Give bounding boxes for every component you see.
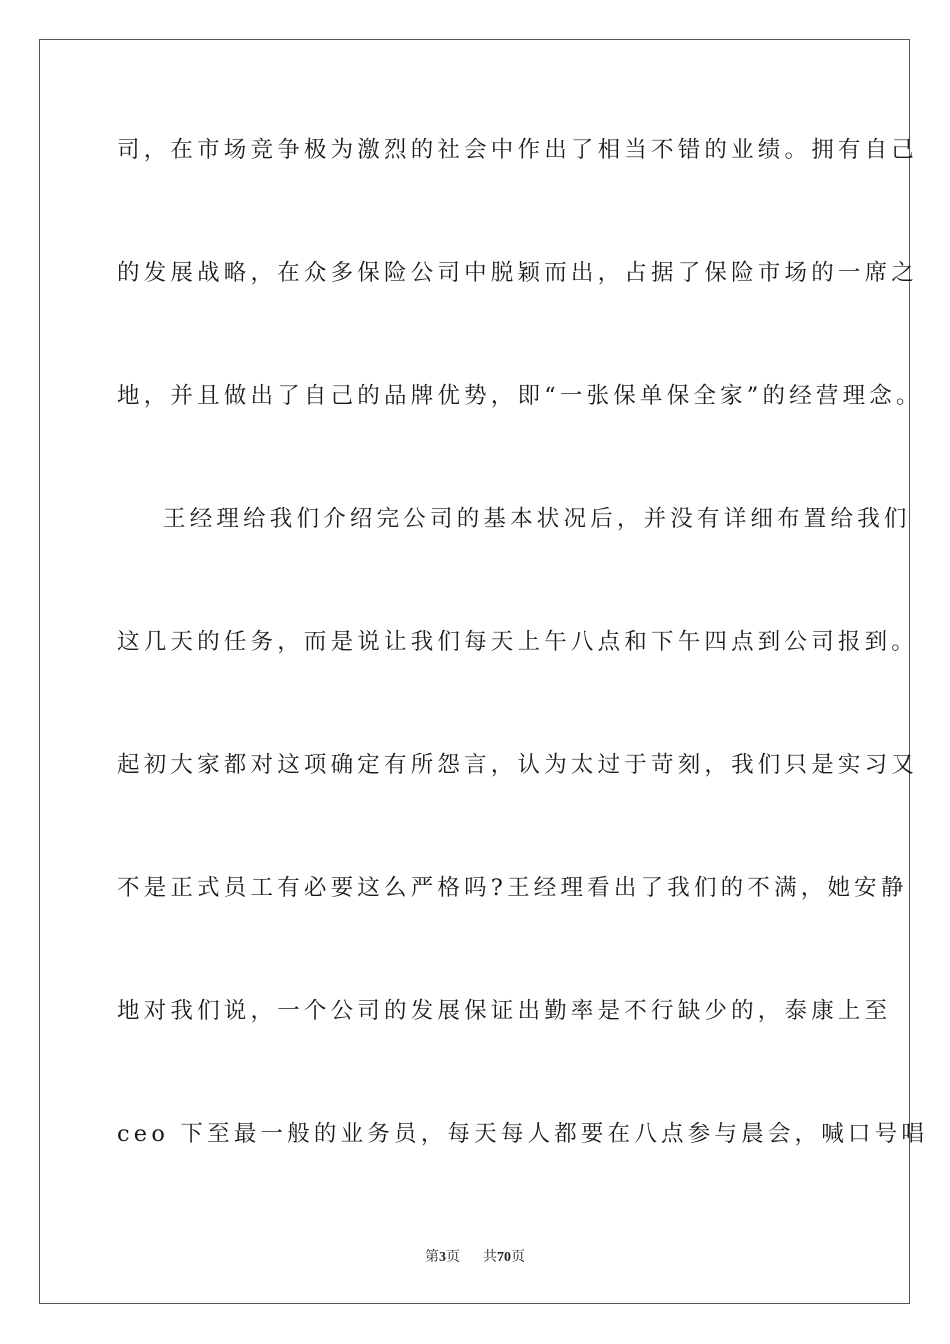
total-pages: 70 [497, 1250, 511, 1265]
total-suffix: 页 [511, 1250, 525, 1265]
body-text-line-3: 地，并且做出了自己的品牌优势，即“一张保单保全家”的经营理念。 [117, 383, 923, 409]
body-text-line-6: 起初大家都对这项确定有所怨言，认为太过于苛刻，我们只是实习又 [117, 752, 919, 778]
body-text-line-9: ceo 下至最一般的业务员，每天每人都要在八点参与晨会，喊口号唱 [117, 1121, 929, 1147]
body-text-line-5: 这几天的任务，而是说让我们每天上午八点和下午四点到公司报到。 [117, 629, 919, 655]
page-number: 3 [439, 1250, 446, 1265]
total-prefix: 共 [483, 1250, 497, 1265]
body-text-line-4: 王经理给我们介绍完公司的基本状况后，并没有详细布置给我们 [163, 506, 911, 532]
body-text-line-8: 地对我们说，一个公司的发展保证出勤率是不行缺少的，泰康上至 [117, 998, 892, 1024]
page-footer [0, 1246, 950, 1266]
page-prefix: 第 [425, 1250, 439, 1265]
body-text-line-7: 不是正式员工有必要这么严格吗?王经理看出了我们的不满，她安静 [117, 875, 908, 901]
page-border [39, 39, 910, 1304]
body-text-line-1: 司，在市场竞争极为激烈的社会中作出了相当不错的业绩。拥有自己 [117, 137, 919, 163]
page-suffix: 页 [446, 1250, 460, 1265]
body-text-line-2: 的发展战略，在众多保险公司中脱颖而出，占据了保险市场的一席之 [117, 260, 919, 286]
